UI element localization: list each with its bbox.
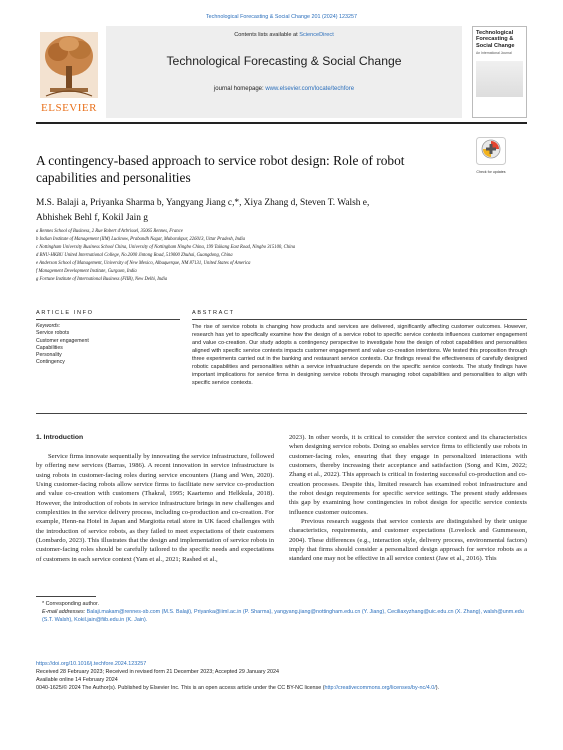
journal-reference: Technological Forecasting & Social Change 201 (2024) 123257 xyxy=(205,14,358,20)
masthead-rule xyxy=(36,122,527,124)
author-list xyxy=(36,196,506,225)
authors-line-1: M.S. Balaji a, Priyanka Sharma b, Yangyang Jiang c,*, Xiya Zhang d, Steven T. Walsh e, xyxy=(36,198,370,208)
cover-image xyxy=(476,61,523,97)
crossmark-badge[interactable] xyxy=(476,137,506,173)
doi-link[interactable]: https://doi.org/10.1016/j.techfore.2024.123257 xyxy=(36,661,147,667)
cover-subtitle: An International Journal xyxy=(476,51,512,56)
keyword: Capabilities xyxy=(36,344,63,351)
affiliation-c: c Nottingham University Business School China, University of Nottingham Ningbo China, 199 Taikang East Road, Ningbo 315100, China xyxy=(36,245,296,250)
footnote-rule xyxy=(36,596,96,597)
affiliation-b: b Indian Institute of Management (IIM) Lucknow, Prabandh Nagar, Mubarakpur, 226013, Uttar Pradesh, India xyxy=(36,237,246,242)
contents-line xyxy=(106,26,462,38)
elsevier-logo xyxy=(36,26,102,118)
article-info-heading: ARTICLE INFO xyxy=(36,310,94,316)
masthead-banner xyxy=(106,26,462,118)
footnotes xyxy=(36,600,527,625)
intro-paragraph-continued: 2023). In other words, it is critical to consider the service context and its characteristics when designing service robots. Doing so enables service firms to efficiently use robots in customer-facing roles, ensuring that they engage in personalized interactions with customers, thereby increasing their acceptance and satisfaction (Song and Kim, 2022; Zhang et al., 2022). This approach is critical in fostering successful co-production and co-creation processes. Despite this, limited research has examined robot infrastructure and the robot design requirements for specific service settings. The present study addresses this gap by examining how contingencies in robot design for specific service contexts influence customer outcomes. xyxy=(289,434,527,516)
body-column-right xyxy=(289,433,527,564)
article-info-rule xyxy=(36,319,180,320)
crossmark-label: Check for updates xyxy=(476,170,506,174)
article-history xyxy=(36,660,527,692)
keywords-title: Keywords: xyxy=(36,323,61,329)
intro-paragraph: Previous research suggests that service contexts are distinguished by their unique characteristics, requirements, and customer expectations (Lovelock and Gummesson, 2004). These differences (e.g., interaction style, delivery process, environmental factors) imply that firms should consider a personalized design approach for service robots as a standard one may not be effective in all service context (Jaw et al., 2016). This xyxy=(289,518,527,563)
contents-prefix: Contents lists available at xyxy=(234,32,300,38)
publisher-name: ELSEVIER xyxy=(41,102,97,114)
affiliation-list xyxy=(36,228,516,284)
journal-homepage-link[interactable]: www.elsevier.com/locate/techfore xyxy=(265,86,355,92)
license-line xyxy=(36,684,527,692)
affiliation-f: f Management Development Institute, Gurgaon, India xyxy=(36,269,137,274)
affiliation-d: d BNU-HKBU United International College, No.2000 Jintong Road, 519000 Zhuhai, Guangdong, China xyxy=(36,253,233,258)
masthead xyxy=(36,26,527,124)
journal-cover-thumbnail xyxy=(472,26,527,118)
email-label: E-mail addresses: xyxy=(42,609,86,616)
abstract-end-rule xyxy=(36,413,527,414)
email-addresses xyxy=(36,608,527,624)
keyword: Contingency xyxy=(36,359,65,366)
affiliation-a: a Rennes School of Business, 2 Rue Robert d'Arbrissel, 35065 Rennes, France xyxy=(36,229,183,234)
available-online: Available online 14 February 2024 xyxy=(36,677,118,684)
paper-title: A contingency-based approach to service robot design: Role of robot capabilities and personalities xyxy=(36,153,405,185)
body-column-left xyxy=(36,452,274,564)
license-prefix: 0040-1625/© 2024 The Author(s). Published by Elsevier Inc. This is an open access article under the CC BY-NC license ( xyxy=(36,685,325,692)
affiliation-g: g Fortune Institute of International Business (FIIB), New Delhi, India xyxy=(36,277,168,282)
keyword: Service robots xyxy=(36,330,70,337)
keyword: Customer engagement xyxy=(36,337,89,344)
license-link[interactable]: http://creativecommons.org/licenses/by-nc/4.0/ xyxy=(324,685,436,692)
received-dates: Received 28 February 2023; Received in revised form 21 December 2023; Accepted 29 January 2024 xyxy=(36,669,280,676)
introduction-heading: 1. Introduction xyxy=(36,434,84,441)
abstract-body: The rise of service robots is changing how products and services are delivered, significantly affecting customer outcomes. However, research has yet to specifically examine how the design of a service robot to specific service contexts influences customer engagement and value co-creation. Our study adopts a contingency perspective to investigate how the design of robot capabilities and personalities aligned with specific service contexts impacts customer engagement and value co-creation intentions. We tested this proposition through three experiments carried out in the banking and restaurant service contexts. Our findings reveal the effectiveness of carefully designed robotic capabilities and personalities within a service infrastructure depends on the specific service contexts. The study findings have important implications for service firms in designing service robots through managing robot capabilities and personalities to align with specific service contexts. xyxy=(192,324,527,387)
authors-line-2: Abhishek Behl f, Kokil Jain g xyxy=(36,212,148,223)
email-list[interactable]: Balaji.makam@rennes-sb.com (M.S. Balaji), Priyanka@iiml.ac.in (P. Sharma), yangyang.jiang@nottingham.edu.cn (Y. Jiang), Ceciliaxyzhang@uic.edu.cn (X. Zhang), walsh@unm.edu (S.T. Walsh), Kokil.jain@fiib.edu.in (K. Jain). xyxy=(42,609,524,624)
intro-paragraph: Service firms innovate sequentially by innovating the service infrastructure, followed by offering new services (Barras, 1986). A recent innovation in service infrastructure is using robots in customer-facing roles during service encounters (Jiang and Wen, 2020). Using customer-facing robots allow service firms to facilitate new service co-production and value co-creation with customers (Thakral, 1995; Kaartemo and Helkkula, 2018). However, the introduction of robots in service infrastructure brings in new challenges and complexities in the service delivery process, including co-production and co-creation. For example, Henn-na Hotel in Japan and Margiotta retail store in UK faced challenges with the introduction of service robots, as they failed to meet expectations of their customers (Lombardo, 2023). This illustrates that the design and implementation of service robots in customer-facing roles should be carefully tailored to the specific needs and expectations of customers in each service context (Yam et al., 2021; Rashed et al., xyxy=(36,453,274,563)
abstract-heading: ABSTRACT xyxy=(192,310,235,316)
sciencedirect-link[interactable]: ScienceDirect xyxy=(299,32,334,38)
keywords-block xyxy=(36,323,180,367)
abstract-rule xyxy=(192,319,527,320)
homepage-prefix: journal homepage: xyxy=(213,86,266,92)
license-suffix: ). xyxy=(435,685,439,692)
affiliation-e: e Anderson School of Management, University of New Mexico, Albuquerque, NM 87131, United States of America xyxy=(36,261,251,266)
cover-title: Technological Forecasting & Social Change xyxy=(476,30,515,49)
corresponding-author-note: * Corresponding author. xyxy=(42,601,99,607)
crossmark-icon xyxy=(476,137,506,165)
journal-title: Technological Forecasting & Social Change xyxy=(166,54,402,68)
keyword: Personality xyxy=(36,352,62,359)
homepage-line xyxy=(106,86,462,92)
